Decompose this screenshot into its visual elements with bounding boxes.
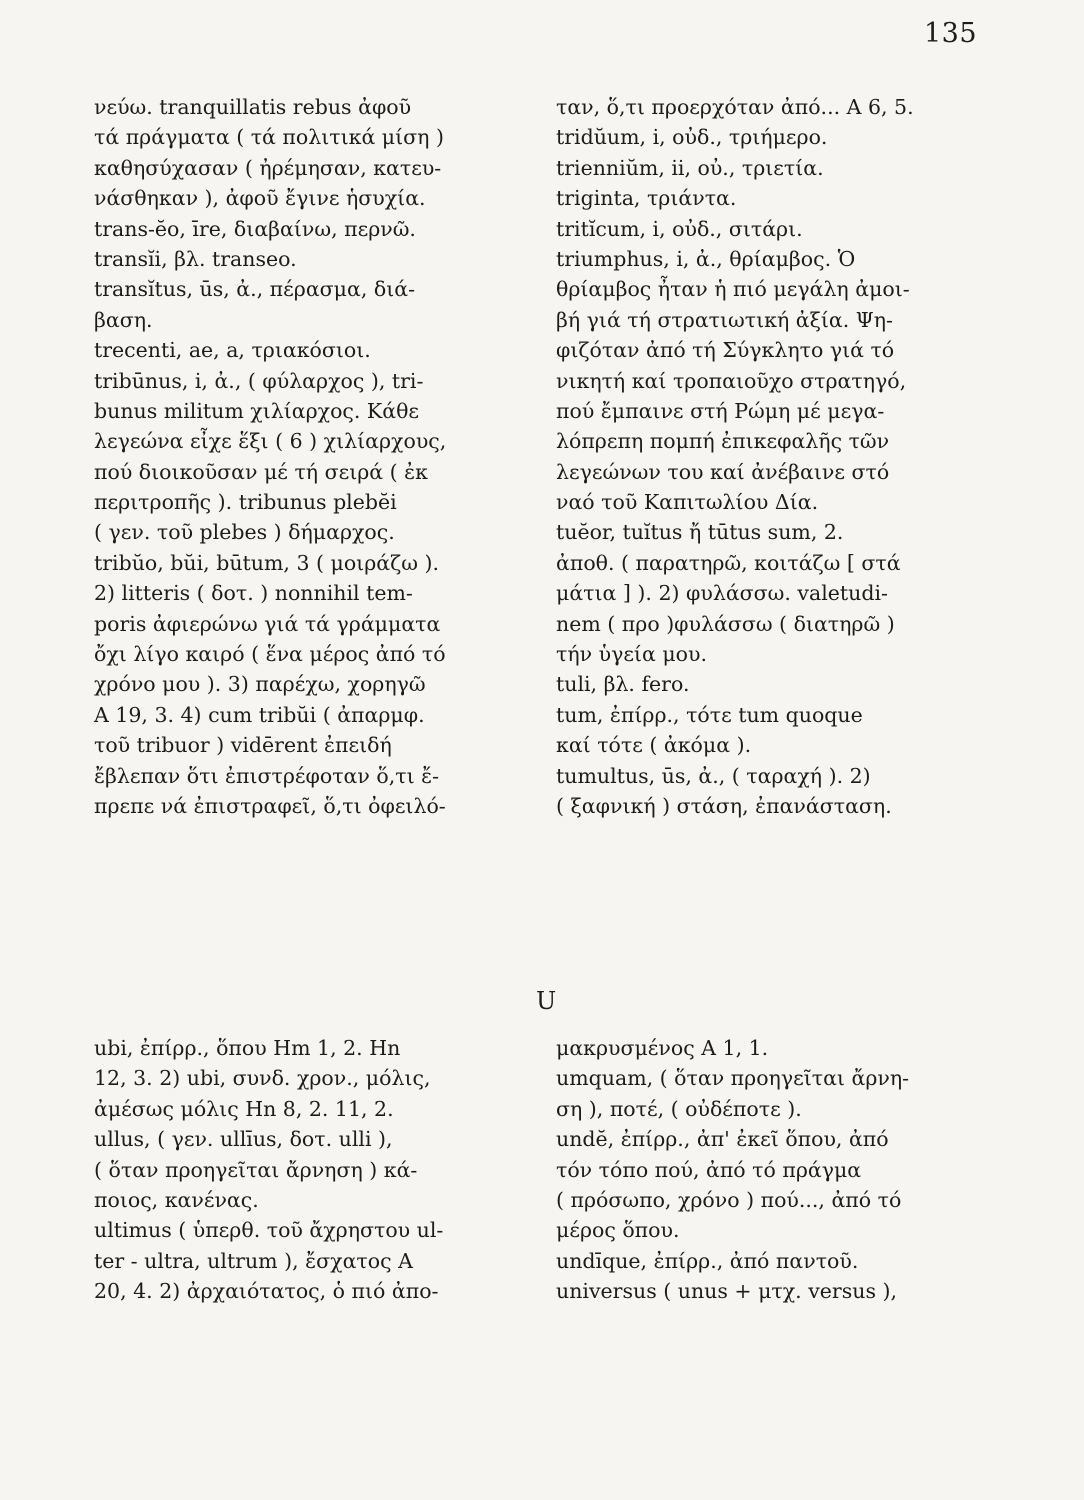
dictionary-text-line: trans-ĕo, īre, διαβαίνω, περνῶ. bbox=[94, 216, 416, 241]
dictionary-text-line: νάσθηκαν ), ἀφοῦ ἔγινε ἡσυχία. bbox=[94, 186, 426, 211]
dictionary-text-line: ultimus ( ὑπερθ. τοῦ ἄχρηστου ul- bbox=[94, 1218, 444, 1243]
dictionary-text-line: πού ἔμπαινε στή Ρώμη μέ μεγα- bbox=[556, 398, 885, 423]
dictionary-text-line: ταν, ὅ,τι προερχόταν ἀπό... A 6, 5. bbox=[556, 95, 914, 119]
dictionary-text-line: tuli, βλ. fero. bbox=[556, 672, 690, 697]
dictionary-text-line: ullus, ( γεν. ullīus, δοτ. ulli ), bbox=[94, 1127, 393, 1152]
dictionary-text-line: μέρος ὅπου. bbox=[556, 1218, 680, 1243]
dictionary-text-line: τήν ὑγεία μου. bbox=[556, 642, 707, 667]
dictionary-text-line: τά πράγματα ( τά πολιτικά μίση ) bbox=[94, 125, 444, 150]
dictionary-text-line: φιζόταν ἀπό τή Σύγκλητο γιά τό bbox=[556, 338, 895, 363]
dictionary-text-line: ( πρόσωπο, χρόνο ) πού..., ἀπό τό bbox=[556, 1187, 902, 1212]
dictionary-text-line: τόν τόπο πού, ἀπό τό πράγμα bbox=[556, 1157, 862, 1182]
dictionary-text-line: ἔβλεπαν ὅτι ἐπιστρέφοταν ὅ,τι ἔ- bbox=[94, 763, 440, 788]
dictionary-text-line: A 19, 3. 4) cum tribŭi ( ἀπαρμφ. bbox=[94, 702, 425, 727]
dictionary-text-line: πού διοικοῦσαν μέ τή σειρά ( ἐκ bbox=[94, 459, 428, 484]
dictionary-text-line: triginta, τριάντα. bbox=[556, 186, 737, 211]
column-top-right bbox=[556, 92, 1006, 821]
dictionary-text-line: trecenti, ae, a, τριακόσιοι. bbox=[94, 338, 371, 363]
column-bottom-left bbox=[94, 1033, 544, 1307]
dictionary-text-line: umquam, ( ὅταν προηγεῖται ἄρνη- bbox=[556, 1066, 910, 1091]
dictionary-text-line: τοῦ tribuor ) vidērent ἐπειδή bbox=[94, 733, 392, 758]
dictionary-text-line: trienniŭm, ii, οὐ., τριετία. bbox=[556, 155, 824, 180]
dictionary-text-line: νικητή καί τροπαιοῦχο στρατηγό, bbox=[556, 368, 907, 393]
dictionary-text-line: transĭtus, ūs, ἀ., πέρασμα, διά- bbox=[94, 277, 416, 302]
dictionary-text-line: tum, ἐπίρρ., τότε tum quoque bbox=[556, 702, 863, 727]
dictionary-text-line: θρίαμβος ἦταν ἡ πιό μεγάλη ἀμοι- bbox=[556, 277, 910, 302]
dictionary-text-line: tritĭcum, i, οὐδ., σιτάρι. bbox=[556, 216, 803, 241]
section-letter-heading: U bbox=[536, 987, 557, 1015]
dictionary-text-line: tuĕor, tuĭtus ἤ tūtus sum, 2. bbox=[556, 520, 844, 545]
dictionary-text-line: ἀμέσως μόλις Hn 8, 2. 11, 2. bbox=[94, 1096, 394, 1121]
dictionary-text-line: περιτροπῆς ). tribunus plebĕi bbox=[94, 490, 397, 515]
dictionary-text-line: ὄχι λίγο καιρό ( ἕνα μέρος ἀπό τό bbox=[94, 642, 446, 667]
dictionary-text-line: λεγεώνων του καί ἀνέβαινε στό bbox=[556, 459, 890, 484]
dictionary-text-line: νεύω. tranquillatis rebus ἀφοῦ bbox=[94, 95, 412, 119]
dictionary-text-line: triumphus, i, ἀ., θρίαμβος. Ὁ bbox=[556, 246, 856, 271]
dictionary-text-line: undĕ, ἐπίρρ., ἀπ' ἐκεῖ ὅπου, ἀπό bbox=[556, 1127, 889, 1152]
dictionary-text-line: καθησύχασαν ( ἠρέμησαν, κατευ- bbox=[94, 155, 442, 180]
dictionary-text-line: ubi, ἐπίρρ., ὅπου Hm 1, 2. Hn bbox=[94, 1036, 401, 1060]
dictionary-text-line: tribūnus, i, ἀ., ( φύλαρχος ), tri- bbox=[94, 368, 424, 393]
dictionary-text-line: ter - ultra, ultrum ), ἔσχατος A bbox=[94, 1248, 413, 1273]
dictionary-text-line: ( ὅταν προηγεῖται ἄρνηση ) κά- bbox=[94, 1157, 418, 1182]
dictionary-text-line: ( ξαφνική ) στάση, ἐπανάσταση. bbox=[556, 793, 892, 818]
dictionary-text-line: tribŭo, bŭi, būtum, 3 ( μοιράζω ). bbox=[94, 550, 439, 575]
dictionary-text-line: ( γεν. τοῦ plebes ) δήμαρχος. bbox=[94, 520, 395, 545]
dictionary-text-line: nem ( προ )φυλάσσω ( διατηρῶ ) bbox=[556, 611, 895, 636]
dictionary-text-line: 12, 3. 2) ubi, συνδ. χρον., μόλις, bbox=[94, 1066, 431, 1091]
dictionary-text-line: βή γιά τή στρατιωτική ἀξία. Ψη- bbox=[556, 307, 893, 332]
dictionary-text-line: transĭi, βλ. transeo. bbox=[94, 246, 297, 271]
dictionary-text-line: ἀποθ. ( παρατηρῶ, κοιτάζω [ στά bbox=[556, 550, 901, 575]
dictionary-text-line: ποιος, κανένας. bbox=[94, 1187, 259, 1212]
dictionary-text-line: ση ), ποτέ, ( οὐδέποτε ). bbox=[556, 1096, 802, 1121]
dictionary-text-line: universus ( unus + μτχ. versus ), bbox=[556, 1279, 897, 1304]
dictionary-text-line: καί τότε ( ἀκόμα ). bbox=[556, 733, 752, 758]
dictionary-text-line: bunus militum χιλίαρχος. Κάθε bbox=[94, 398, 420, 423]
column-top-left bbox=[94, 92, 544, 821]
dictionary-text-line: tridŭum, i, οὐδ., τριήμερο. bbox=[556, 125, 828, 150]
dictionary-text-line: πρεπε νά ἐπιστραφεῖ, ὅ,τι ὀφειλό- bbox=[94, 793, 446, 818]
dictionary-text-line: poris ἀφιερώνω γιά τά γράμματα bbox=[94, 611, 441, 636]
column-bottom-right bbox=[556, 1033, 1006, 1307]
dictionary-text-line: 20, 4. 2) ἀρχαιότατος, ὁ πιό ἀπο- bbox=[94, 1279, 439, 1304]
dictionary-text-line: tumultus, ūs, ἀ., ( ταραχή ). 2) bbox=[556, 763, 871, 788]
dictionary-text-line: undīque, ἐπίρρ., ἀπό παντοῦ. bbox=[556, 1248, 859, 1273]
dictionary-text-line: ναό τοῦ Καπιτωλίου Δία. bbox=[556, 490, 819, 515]
dictionary-text-line: λόπρεπη πομπή ἐπικεφαλῆς τῶν bbox=[556, 429, 890, 454]
dictionary-text-line: λεγεώνα εἶχε ἕξι ( 6 ) χιλίαρχους, bbox=[94, 429, 447, 454]
dictionary-text-line: 2) litteris ( δοτ. ) nonnihil tem- bbox=[94, 581, 413, 606]
dictionary-text-line: μακρυσμένος A 1, 1. bbox=[556, 1036, 769, 1060]
dictionary-text-line: μάτια ] ). 2) φυλάσσω. valetudi- bbox=[556, 581, 888, 606]
dictionary-text-line: βαση. bbox=[94, 307, 153, 332]
page-number: 135 bbox=[924, 18, 978, 49]
dictionary-text-line: χρόνο μου ). 3) παρέχω, χορηγῶ bbox=[94, 672, 426, 697]
